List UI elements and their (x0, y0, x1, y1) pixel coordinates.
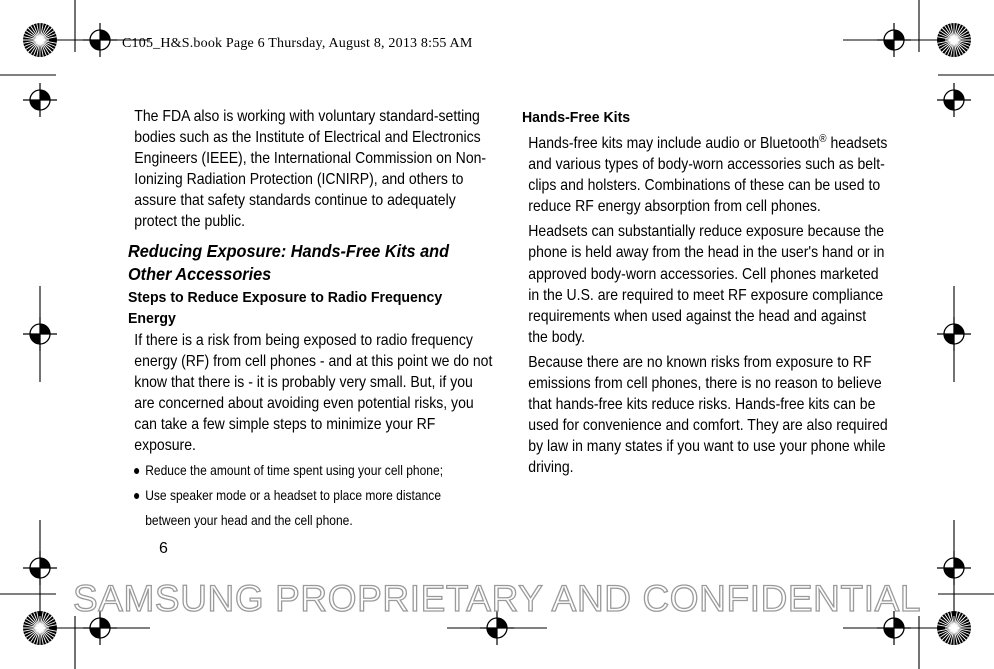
crosshair-right-top (937, 83, 971, 117)
confidential-watermark: SAMSUNG PROPRIETARY AND CONFIDENTIAL (72, 578, 922, 619)
page-number: 6 (159, 540, 168, 557)
crosshair-left-top (23, 83, 57, 117)
registered-mark: ® (819, 133, 827, 145)
left-column (128, 106, 493, 533)
list-item (128, 458, 489, 483)
kits-text-start: Hands-free kits may include audio or Bluetooth (528, 135, 820, 152)
bullet-list (128, 458, 488, 533)
section-heading-reducing-exposure: Reducing Exposure: Hands-Free Kits and Other Accessories (128, 240, 450, 284)
hands-free-kits-paragraph (522, 129, 888, 217)
fda-standards-paragraph: The FDA also is working with voluntary standard-setting bodies such as the Institute of Electrical and Electronics Engineers (IEEE), the International Commission on Non-Ionizing Radiation Protection (ICNIRP), and others to assure that safety standards continue to adequately protect the public. (134, 108, 487, 231)
book-page-stamp: C105_H&S.book Page 6 Thursday, August 8, 2013 8:55 AM (122, 36, 473, 51)
list-item (128, 483, 489, 533)
subheading-hands-free-kits: Hands-Free Kits (522, 109, 631, 126)
no-known-risks-paragraph: Because there are no known risks from exposure to RF emissions from cell phones, there is no reason to believe that hands-free kits reduce risks. Hands-free kits can be used for convenience and comfort. They are also required by law in many states if you want to use your phone while driving. (528, 353, 888, 477)
right-column (522, 106, 888, 479)
bullet-icon (134, 493, 139, 499)
bullet-text: Use speaker mode or a headset to place more distance between your head and the cell phone. (145, 487, 442, 529)
kits-text-end: headsets and various types of body-worn accessories such as belt-clips and holsters. Combinations of these can be used to reduce RF energy absorption from cell phones. (528, 135, 888, 216)
steps-paragraph: If there is a risk from being exposed to radio frequency energy (RF) from cell phones - and at this point we do not know that there is - it is probably very small. But, if you are concerned about avoiding even potential risks, you can take a few simple steps to minimize your RF exposure. (134, 331, 493, 455)
headsets-paragraph: Headsets can substantially reduce exposure because the phone is held away from the head in the user's hand or in approved body-worn accessories. Cell phones marketed in the U.S. are required to meet RF exposure compliance requirements when used against the head and against the body. (528, 223, 885, 346)
bullet-text: Reduce the amount of time spent using your cell phone; (145, 462, 444, 479)
subheading-steps-to-reduce: Steps to Reduce Exposure to Radio Frequency Energy (128, 288, 443, 327)
bullet-icon (134, 468, 139, 474)
